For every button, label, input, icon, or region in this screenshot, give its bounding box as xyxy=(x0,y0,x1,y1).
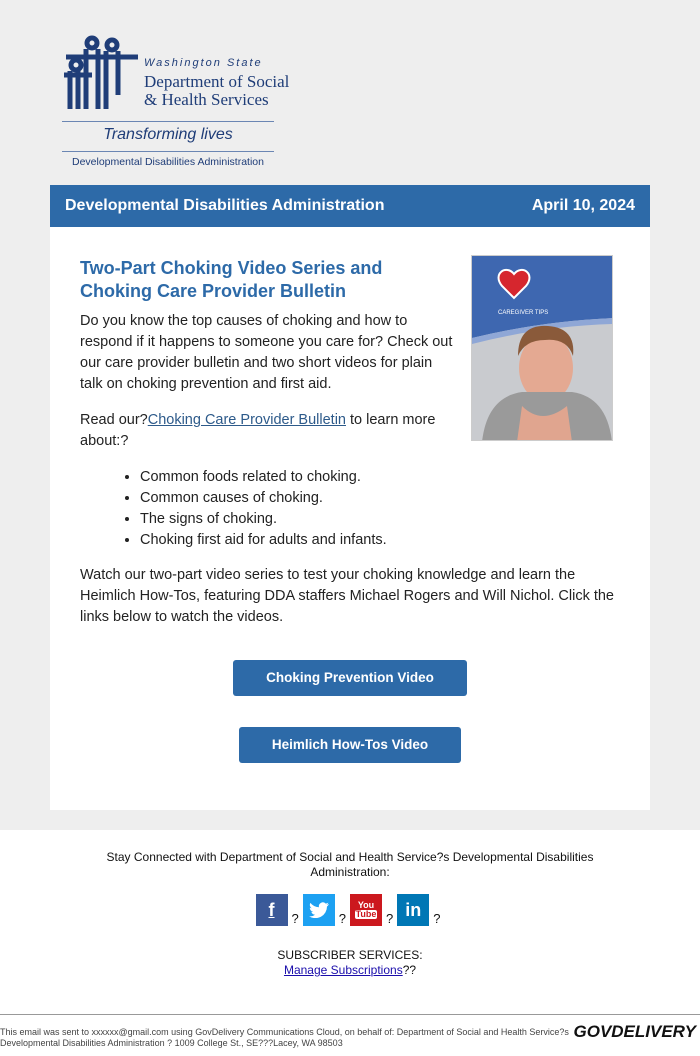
manage-subscriptions-link[interactable]: Manage Subscriptions xyxy=(283,963,403,977)
header-title: Developmental Disabilities Administration xyxy=(65,197,385,214)
image-caption: CAREGIVER TIPS xyxy=(498,310,549,316)
logo-state: Washington State xyxy=(144,57,263,69)
manage-row xyxy=(0,963,700,978)
choking-man-photo xyxy=(472,256,613,441)
read-prefix: Read our? xyxy=(80,412,148,428)
article-title: Two-Part Choking Video Series and Choking Care Provider Bulletin xyxy=(80,258,383,301)
header-date: April 10, 2024 xyxy=(531,197,635,214)
linkedin-glyph: in xyxy=(405,899,422,920)
logo-dept-line2: & Health Services xyxy=(144,90,269,109)
separator: ? xyxy=(291,911,299,926)
subscriber-services-label: SUBSCRIBER SERVICES: xyxy=(277,948,423,962)
divider xyxy=(62,121,274,122)
linkedin-icon[interactable] xyxy=(397,894,429,926)
footer xyxy=(0,850,700,978)
divider xyxy=(62,151,274,152)
intro-text: Do you know the top causes of choking and how to respond if it happens to someone you care for? Check out our care provider bulletin and two short videos for plain talk on choking prevention and first aid. xyxy=(80,313,453,392)
facebook-glyph: f xyxy=(268,899,275,920)
list-item: • Common causes of choking. xyxy=(140,488,620,509)
facebook-icon[interactable] xyxy=(256,894,288,926)
title-bar xyxy=(50,185,650,227)
list-item: • Choking first aid for adults and infants. xyxy=(140,530,620,551)
logo-tagline: Transforming lives xyxy=(103,126,233,143)
twitter-icon[interactable] xyxy=(303,894,335,926)
bulletin-link[interactable]: Choking Care Provider Bulletin xyxy=(147,412,346,428)
logo-division: Developmental Disabilities Administration xyxy=(71,156,264,168)
logo-dept xyxy=(144,73,289,109)
read-suffix: to learn more about:? xyxy=(80,412,436,449)
choking-prevention-video-button[interactable]: Choking Prevention Video xyxy=(233,660,467,696)
separator: ? xyxy=(338,911,346,926)
manage-suffix: ?? xyxy=(402,963,417,977)
video-text: Watch our two-part video series to test your choking knowledge and learn the Heimlich How-Tos, featuring DDA staffers Michael Rogers and Will Nichol. Click the links below to watch the videos. xyxy=(80,567,615,625)
heimlich-video-button[interactable]: Heimlich How-Tos Video xyxy=(239,727,461,763)
separator: ? xyxy=(433,911,441,926)
legal-notice: This email was sent to xxxxxx@gmail.com using GovDelivery Communications Cloud, on behalf of: Department of Social and Health Service?s Developmental Disabilities Administration ? 1009 College St., SE???Lacey, WA 98503 xyxy=(0,1027,569,1048)
separator: ? xyxy=(386,911,394,926)
social-links xyxy=(0,894,700,926)
newsletter-card xyxy=(50,185,650,810)
youtube-glyph-bottom: Tube xyxy=(355,909,377,919)
caregiver-tips-image xyxy=(471,255,613,441)
stay-connected-text: Stay Connected with Department of Social and Health Service?s Developmental Disabilities Administration: xyxy=(106,850,594,879)
topics-list xyxy=(140,467,620,551)
govdelivery-logo: GOVDELIVERY xyxy=(573,1022,696,1041)
list-item: • The signs of choking. xyxy=(140,509,620,530)
list-item: • Common foods related to choking. xyxy=(140,467,620,488)
people-logo-icon xyxy=(62,35,138,111)
logo-dept-line1: Department of Social xyxy=(144,72,290,91)
youtube-icon[interactable] xyxy=(350,894,382,926)
youtube-glyph-top: You xyxy=(357,900,375,910)
